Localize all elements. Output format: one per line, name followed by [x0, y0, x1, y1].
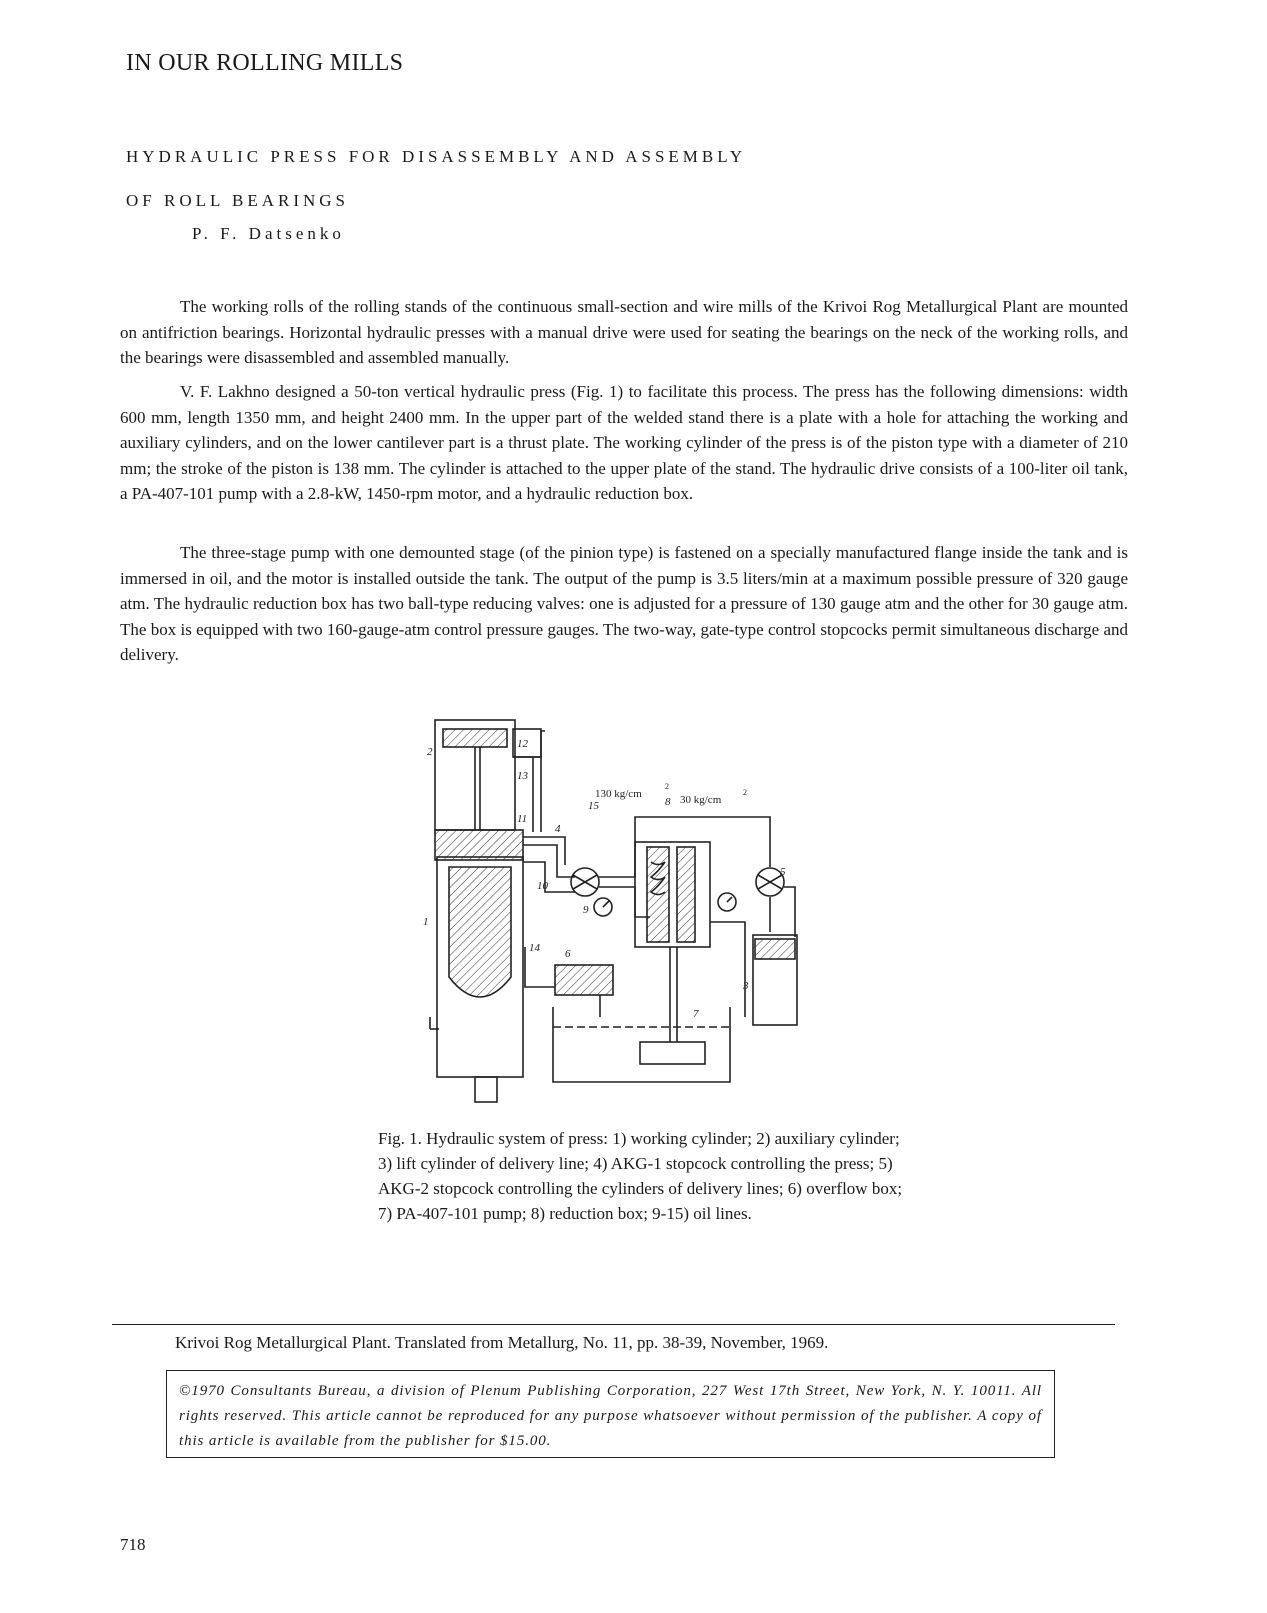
hydraulic-system-diagram [425, 717, 800, 1097]
label-6: 6 [565, 948, 571, 960]
footnote-divider [112, 1324, 1115, 1325]
label-11: 11 [517, 813, 528, 825]
paragraph-3: The three-stage pump with one demounted stage (of the pinion type) is fastened on a specially manufactured flange inside the tank and is immersed in oil, and the motor is installed outside the tank. The output of the pump is 3.5 liters/min at a maximum possible pressure of 320 gauge atm. The hydraulic reduction box has two ball-type reducing valves: one is adjusted for a pressure of 130 gauge atm and the other for 30 gauge atm. The box is equipped with two 160-gauge-atm control pressure gauges. The two-way, gate-type control stopcocks permit simultaneous discharge and delivery. [120, 543, 1128, 665]
pressure-sup-low: 2 [743, 788, 747, 797]
label-13: 13 [517, 770, 528, 782]
pressure-label-low: 30 kg/cm [680, 794, 722, 806]
source-note: Krivoi Rog Metallurgical Plant. Translated from Metallurg, No. 11, pp. 38-39, November, 1969. [175, 1333, 829, 1352]
figure-caption: Fig. 1. Hydraulic system of press: 1) working cylinder; 2) auxiliary cylinder; 3) lift cylinder of delivery line; 4) AKG-1 stopcock controlling the press; 5) AKG-2 stopcock controlling the cylinders of delivery lines; 6) overflow box; 7) PA-407-101 pump; 8) reduction box; 9-15) oil lines. [378, 1129, 903, 1223]
label-1: 1 [423, 916, 429, 928]
page-number: 718 [120, 1535, 146, 1554]
label-5: 5 [780, 866, 786, 878]
section-title: IN OUR ROLLING MILLS [126, 50, 404, 76]
label-8: 8 [665, 796, 671, 808]
article-title-line-2: OF ROLL BEARINGS [126, 191, 349, 210]
paragraph-2: V. F. Lakhno designed a 50-ton vertical hydraulic press (Fig. 1) to facilitate this process. The press has the following dimensions: width 600 mm, length 1350 mm, and height 2400 mm. In the upper part of the welded stand there is a plate with a hole for attaching the working and auxiliary cylinders, and on the lower cantilever part is a thrust plate. The working cylinder of the press is of the piston type with a diameter of 210 mm; the stroke of the piston is 138 mm. The cylinder is attached to the upper plate of the stand. The hydraulic drive consists of a 100-liter oil tank, a PA-407-101 pump with a 2.8-kW, 1450-rpm motor, and a hydraulic reduction box. [120, 382, 1128, 504]
label-3: 3 [743, 980, 749, 992]
label-7: 7 [693, 1008, 699, 1020]
label-12: 12 [517, 738, 528, 750]
article-title [126, 135, 746, 223]
label-14: 14 [529, 942, 540, 954]
label-10: 10 [537, 880, 548, 892]
paragraph-1: The working rolls of the rolling stands of the continuous small-section and wire mills of the Krivoi Rog Metallurgical Plant are mounted on antifriction bearings. Horizontal hydraulic presses with a manual drive were used for seating the bearings on the neck of the working rolls, and the bearings were disassembled and assembled manually. [120, 297, 1128, 368]
pressure-label-high: 130 kg/cm [595, 788, 642, 800]
article-title-line-1: HYDRAULIC PRESS FOR DISASSEMBLY AND ASSEMBLY [126, 147, 747, 166]
pressure-sup-high: 2 [665, 782, 669, 791]
label-9: 9 [583, 904, 589, 916]
label-2: 2 [427, 746, 433, 758]
pump [640, 1042, 705, 1064]
author-name: P. F. Datsenko [192, 224, 345, 243]
label-15: 15 [588, 800, 599, 812]
copyright-box: ©1970 Consultants Bureau, a division of Plenum Publishing Corporation, 227 West 17th Street, New York, N. Y. 10011. All rights reserved. This article cannot be reproduced for any purpose whatsoever without permission of the publisher. A copy of this article is available from the publisher for $15.00. [166, 1370, 1055, 1458]
overflow-box [555, 965, 613, 995]
label-4: 4 [555, 823, 561, 835]
